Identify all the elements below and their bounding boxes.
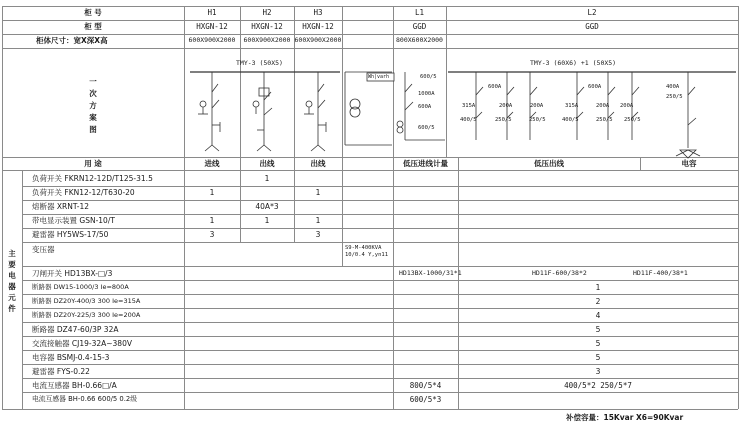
component-name: 电容器 BSMJ-0.4-15-3 [32,353,110,362]
l1-breaker2-label: 600A [418,104,432,110]
main-components-label: 主要电器元件 [8,249,16,313]
cap-breaker-label: 400A [666,84,680,90]
l2-label: 200A [530,103,544,109]
l2-label: 600A [588,84,602,90]
l2-label: 400/5 [562,117,579,123]
l2-label: 200A [499,103,513,109]
component-name: 刀闸开关 HD13BX-□/3 [32,269,113,278]
component-name: 电流互感器 BH-0.66 600/5 0.2级 [32,395,138,403]
hv-bus-label: TMY-3 (50X5) [236,59,283,67]
qty-l2: 3 [595,367,601,376]
scheme-label: 一次方案图 [89,77,97,134]
cabinet-type-label: 柜 型 [84,22,102,31]
qty-l1: 600/5*3 [409,395,442,404]
component-name: 带电显示装置 GSN-10/T [32,216,115,225]
qty-l2: 5 [595,353,601,362]
l2-label: 315A [565,103,579,109]
component-name: 变压器 [32,245,55,254]
qty-h3: 1 [315,188,321,197]
component-name: 断路器 DZ20Y-225/3 300 Ie=200A [32,311,141,319]
qty-h1: 1 [209,188,215,197]
cabinet-type-l2: GGD [585,22,599,31]
l2-label: 200A [620,103,634,109]
transformer-spec: S9-M-400KVA 10/0.4 Y,yn11 [345,245,389,258]
usage-l2: 低压出线 [534,159,564,168]
qty-l2: 5 [595,339,601,348]
l2-label: 200A [596,103,610,109]
cabinet-type-l1: GGD [412,22,427,31]
cap-ct-label: 250/5 [666,94,683,100]
qty-l1: 800/5*4 [409,381,442,390]
qty-l2: 4 [595,311,601,320]
cabinet-no-h3: H3 [313,8,323,17]
qty-h1: 3 [209,230,215,239]
cabinet-no-l1: L1 [414,8,425,17]
l1-ct-label: 600/5 [420,74,437,80]
l1-breaker-label: 1000A [418,91,435,97]
qty-h3: 1 [315,216,321,225]
compensation-capacity: 补偿容量：15Kvar X6=90Kvar [566,413,684,422]
qty-l2b: HD11F-400/38*1 [633,269,688,277]
cabinet-type-h3: HXGN-12 [302,22,334,31]
qty-h2: 1 [264,216,270,225]
cabinet-no-h1: H1 [207,8,217,17]
lv-bus-label: TMY-3 (60X6) +1 (50X5) [530,59,617,67]
l2-label: 250/5 [596,117,613,123]
qty-h2: 1 [264,174,270,183]
cabinet-size-l1: 800X600X2000 [396,36,443,44]
cabinet-no-label: 柜 号 [84,8,102,17]
qty-l2a: HD11F-600/38*2 [532,269,587,277]
cabinet-no-l2: L2 [587,8,597,17]
l2-label: 400/5 [460,117,477,123]
qty-l2: 5 [595,325,601,334]
component-name: 负荷开关 FKN12-12/T630-20 [32,188,135,197]
cabinet-size-h2: 600X900X2000 [243,36,291,44]
qty-h3: 3 [315,230,321,239]
component-name: 交流接触器 CJ19-32A~380V [32,339,132,348]
component-name: 避雷器 HY5WS-17/50 [32,230,109,239]
qty-l2: 400/5*2 250/5*7 [564,381,632,390]
l2-label: 250/5 [529,117,546,123]
meter-label: Wh|varh [368,74,390,80]
qty-h1: 1 [209,216,215,225]
qty-l2: 2 [595,297,601,306]
component-name: 负荷开关 FKRN12-12D/T125-31.5 [32,174,153,183]
component-name: 避雷器 FYS-0.22 [32,367,90,376]
usage-capacitor: 电容 [681,159,697,168]
usage-h3: 出线 [310,159,326,168]
l1-ct2-label: 600/5 [418,125,435,131]
dimension-label: 柜体尺寸：宽X深X高 [36,36,108,45]
component-name: 断路器 DW15-1000/3 Ie=800A [32,283,129,291]
cabinet-type-h1: HXGN-12 [196,22,228,31]
cabinet-type-h2: HXGN-12 [251,22,283,31]
qty-h2: 40A*3 [255,202,279,211]
cabinet-size-h3: 600X900X2000 [294,36,342,44]
usage-label: 用 途 [84,159,102,168]
component-name: 断路器 DZ20Y-400/3 300 Ie=315A [32,297,141,305]
usage-l1: 低压进线计量 [403,159,448,168]
l2-label: 250/5 [624,117,641,123]
usage-h2: 出线 [259,159,275,168]
l2-label: 600A [488,84,502,90]
cabinet-size-h1: 600X900X2000 [188,36,236,44]
cabinet-no-h2: H2 [262,8,272,17]
component-name: 熔断器 XRNT-12 [32,202,89,211]
qty-l1: HD13BX-1000/31*1 [399,269,462,277]
usage-h1: 进线 [204,159,220,168]
l2-label: 315A [462,103,476,109]
qty-l2: 1 [595,283,601,292]
component-name: 电流互感器 BH-0.66□/A [32,381,117,390]
l2-label: 250/5 [495,117,512,123]
component-name: 断路器 DZ47-60/3P 32A [32,325,119,334]
